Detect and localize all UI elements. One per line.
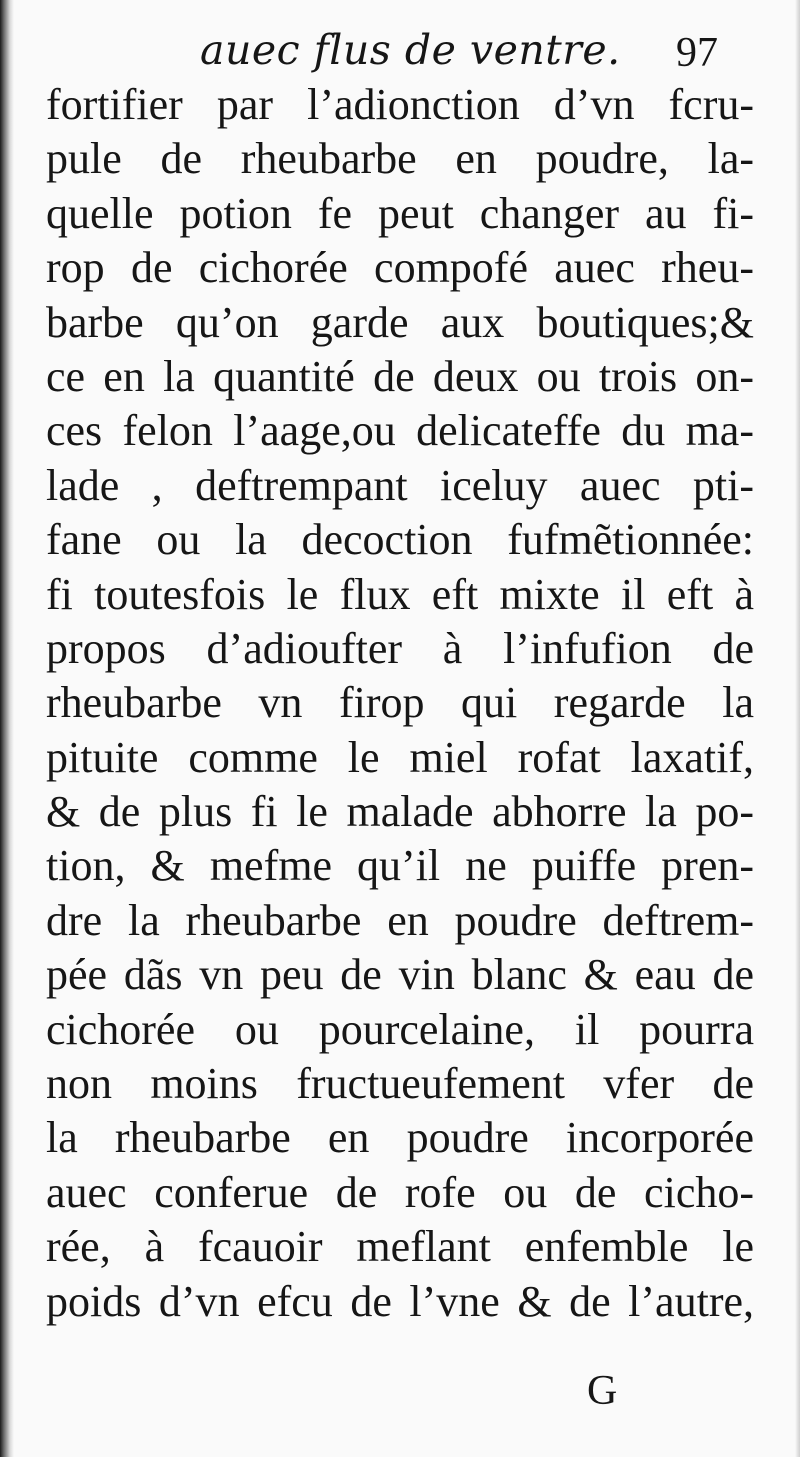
- text-line: fi toutesfois le flux eft mixte il eft à: [46, 569, 754, 619]
- text-line: rop de cichorée compofé auec rheu-: [46, 243, 754, 293]
- body-text: [46, 78, 754, 1329]
- text-line: quelle potion fe peut changer au fi-: [46, 188, 754, 238]
- running-head: auec flus de ventre.: [200, 26, 621, 74]
- text-line: ce en la quantité de deux ou trois on-: [46, 351, 754, 401]
- text-line: lade , deftrempant iceluy auec pti-: [46, 460, 754, 510]
- text-line: rheubarbe vn firop qui regarde la: [46, 678, 754, 728]
- signature-mark: G: [587, 1368, 618, 1414]
- text-line: cichorée ou pourcelaine, il pourra: [46, 1004, 754, 1054]
- page-edge: [795, 0, 800, 1457]
- text-line: non moins fructueufement vfer de: [46, 1059, 754, 1109]
- text-line: propos d’adioufter à l’infufion de: [46, 623, 754, 673]
- page-number: 97: [676, 30, 718, 76]
- text-line: tion, & mefme qu’il ne puiffe pren-: [46, 841, 754, 891]
- binding-shadow: [0, 0, 14, 1457]
- text-line: rée, à fcauoir meflant enfemble le: [46, 1222, 754, 1272]
- page-header: [0, 22, 800, 78]
- text-line: fane ou la decoction fufmẽtionnée:: [46, 515, 754, 565]
- text-line: & de plus fi le malade abhorre la po-: [46, 787, 754, 837]
- text-line: auec conferue de rofe ou de cicho-: [46, 1167, 754, 1217]
- text-line: la rheubarbe en poudre incorporée: [46, 1113, 754, 1163]
- text-line: pituite comme le miel rofat laxatif,: [46, 732, 754, 782]
- text-line: poids d’vn efcu de l’vne & de l’autre,: [46, 1276, 754, 1326]
- text-line: dre la rheubarbe en poudre deftrem-: [46, 895, 754, 945]
- text-line: barbe qu’on garde aux boutiques;&: [46, 297, 754, 347]
- text-line: pée dãs vn peu de vin blanc & eau de: [46, 950, 754, 1000]
- text-line: fortifier par l’adionction d’vn fcru-: [46, 80, 754, 129]
- text-line: pule de rheubarbe en poudre, la-: [46, 134, 754, 184]
- text-line: ces felon l’aage,ou delicateffe du ma-: [46, 406, 754, 456]
